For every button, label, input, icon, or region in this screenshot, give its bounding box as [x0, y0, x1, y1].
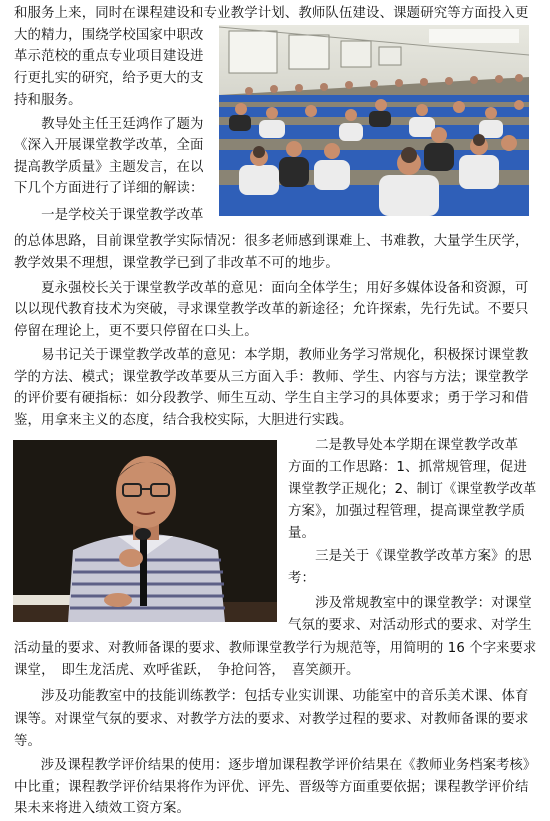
text-line: 课等。对课堂气氛的要求、对教学方法的要求、对教学过程的要求、对教师备课的要求 — [14, 712, 529, 727]
text-line: 学的方法、模式；课堂教学改革要从三方面入手：教师、学生、内容与方法；课堂教学 — [14, 370, 529, 385]
text-line: 和服务上来，同时在课程建设和专业教学计划、教师队伍建设、课题研究等方面投入更 — [14, 6, 529, 21]
text-line: 持和服务。 — [14, 93, 82, 108]
text-line: 以以现代教育技术为突破，寻求课堂教学改革的新途径；允许探索，先行先试。不要只 — [14, 302, 529, 317]
text-line: 考： — [288, 571, 316, 586]
speaker-image — [13, 440, 277, 622]
text-line: 的总体思路，目前课堂教学实际情况：很多老师感到课难上、书难教，大量学生厌学， — [14, 234, 529, 249]
text-line: 提高教学质量》主题发言，在以 — [14, 160, 204, 175]
text-line: 下几个方面进行了详细的解读： — [14, 181, 204, 196]
text-line: 教导处主任王廷鸿作了题为 — [14, 117, 204, 132]
text-line: 一是学校关于课堂教学改革 — [14, 208, 204, 223]
text-line: 易书记关于课堂教学改革的意见：本学期，教师业务学习常规化，积极探讨课堂教 — [14, 348, 529, 363]
text-line: 行更扎实的研究，给予更大的支 — [14, 71, 204, 86]
text-line: 中比重；课程教学评价结果将作为评优、评先、晋级等方面重要依据；课程教学评价结 — [14, 780, 529, 795]
text-line: 的评价要有硬指标：如分段教学、师生互动、学生自主学习的具体要求；勇于学习和借 — [14, 391, 529, 406]
text-line: 量。 — [288, 526, 316, 541]
text-line: 等。 — [14, 734, 42, 749]
text-line: 气氛的要求、对活动形式的要求、对学生 — [288, 618, 532, 633]
classroom-audience-photo — [219, 25, 529, 216]
text-line: 教学效果不理想，课堂教学已到了非改革不可的地步。 — [14, 256, 339, 271]
text-line: 革示范校的重点专业项目建设进 — [14, 49, 204, 64]
text-line: 课堂教学正规化；2、制订《课堂教学改革 — [288, 482, 537, 497]
text-line: 活动量的要求、对教师备课的要求、教师课堂教学行为规范等，用简明的 16 个字来要求 — [14, 641, 537, 656]
text-line: 鉴，用拿来主义的态度，结合我校实际，大胆进行实践。 — [14, 413, 353, 428]
text-line: 果未来将进入绩效工资方案。 — [14, 801, 191, 816]
text-line: 涉及功能教室中的技能训练教学：包括专业实训课、功能室中的音乐美术课、体育 — [14, 689, 529, 704]
text-line: 课堂， 即生龙活虎、欢呼雀跃， 争抢问答， 喜笑颜开。 — [14, 663, 360, 678]
text-line: 涉及课程教学评价结果的使用：逐步增加课程教学评价结果在《教师业务档案考核》 — [14, 758, 537, 773]
text-line: 涉及常规教室中的课堂教学：对课堂 — [288, 596, 532, 611]
speaker-photo — [13, 440, 277, 622]
text-line: 夏永强校长关于课堂教学改革的意见：面向全体学生；用好多媒体设备和资源，可 — [14, 281, 529, 296]
text-line: 方案》，加强过程管理，提高课堂教学质 — [288, 504, 526, 519]
text-line: 停留在理论上，更不要只停留在口头上。 — [14, 324, 258, 339]
text-line: 《深入开展课堂教学改革，全面 — [14, 138, 204, 153]
text-line: 三是关于《课堂教学改革方案》的思 — [288, 549, 532, 564]
text-line: 方面的工作思路：1、抓常规管理，促进 — [288, 460, 527, 475]
classroom-audience-image — [219, 25, 529, 216]
text-line: 大的精力，围绕学校国家中职改 — [14, 28, 204, 43]
text-line: 二是教导处本学期在课堂教学改革 — [288, 438, 519, 453]
